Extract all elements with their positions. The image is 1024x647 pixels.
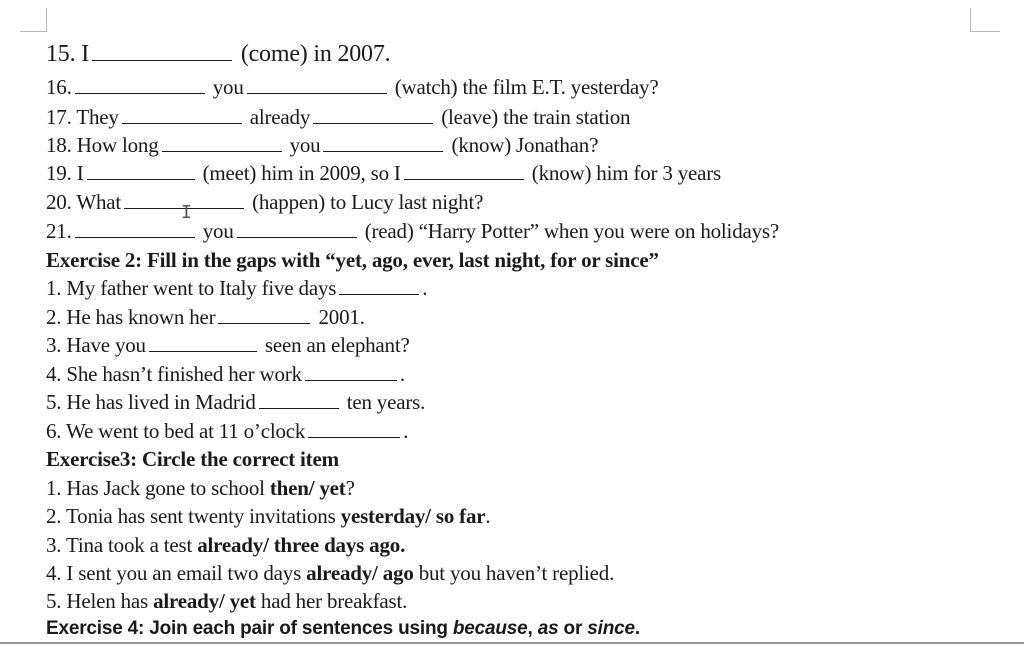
text-cursor-icon: I	[181, 202, 192, 223]
answer-gap[interactable]	[308, 421, 400, 438]
choice-options[interactable]: then/ yet	[269, 476, 346, 500]
answer-gap[interactable]	[404, 163, 524, 180]
exercise-3-item-1: 1. Has Jack gone to school then/ yet?	[46, 476, 355, 500]
exercise-2-item-5: 5. He has lived in Madrid ten years.	[46, 390, 426, 414]
answer-gap[interactable]	[237, 221, 357, 238]
question-19: 19. I (meet) him in 2009, so I (know) him for 3 years	[46, 161, 722, 185]
answer-gap[interactable]	[92, 44, 232, 61]
answer-gap[interactable]	[247, 77, 387, 94]
exercise-3-item-4: 4. I sent you an email two days already/ ago but you haven’t replied.	[46, 561, 615, 585]
question-17: 17. They already (leave) the train station	[46, 105, 631, 129]
exercise-2-item-2: 2. He has known her 2001.	[46, 305, 365, 329]
answer-gap[interactable]	[259, 392, 339, 409]
answer-gap[interactable]	[87, 163, 195, 180]
exercise-2-item-6: 6. We went to bed at 11 o’clock .	[46, 419, 409, 443]
exercise-2-item-1: 1. My father went to Italy five days .	[46, 276, 428, 300]
answer-gap[interactable]	[122, 107, 242, 124]
exercise-2-heading: Exercise 2: Fill in the gaps with “yet, ago, ever, last night, for or since”	[46, 248, 659, 272]
answer-gap[interactable]	[75, 77, 205, 94]
answer-gap[interactable]	[313, 107, 433, 124]
exercise-3-item-3: 3. Tina took a test already/ three days ago.	[46, 533, 406, 557]
answer-gap[interactable]	[149, 335, 257, 352]
choice-options[interactable]: already/ ago	[306, 561, 414, 585]
margin-corner-mark	[970, 31, 1000, 32]
margin-corner-mark	[20, 31, 47, 32]
answer-gap[interactable]	[218, 307, 310, 324]
question-15: 15. I (come) in 2007.	[46, 41, 391, 67]
question-18: 18. How long you (know) Jonathan?	[46, 133, 599, 157]
answer-gap[interactable]	[339, 278, 419, 295]
margin-corner-mark	[970, 8, 971, 32]
exercise-2-item-4: 4. She hasn’t finished her work .	[46, 362, 405, 386]
exercise-3-item-5: 5. Helen has already/ yet had her breakfast.	[46, 589, 408, 613]
page-bottom-rule	[0, 642, 1024, 644]
answer-gap[interactable]	[162, 135, 282, 152]
question-16: 16. you (watch) the film E.T. yesterday?	[46, 75, 659, 99]
answer-gap[interactable]	[323, 135, 443, 152]
margin-corner-mark	[46, 8, 47, 32]
choice-options[interactable]: yesterday/ so far	[340, 504, 486, 528]
exercise-4-heading: Exercise 4: Join each pair of sentences using because, as or since.	[46, 618, 640, 639]
answer-gap[interactable]	[305, 364, 397, 381]
question-21: 21. you (read) “Harry Potter” when you were on holidays?	[46, 219, 780, 243]
exercise-3-item-2: 2. Tonia has sent twenty invitations yesterday/ so far.	[46, 504, 491, 528]
exercise-2-item-3: 3. Have you seen an elephant?	[46, 333, 410, 357]
choice-options[interactable]: already/ yet	[153, 589, 256, 613]
question-20: 20. What (happen) to Lucy last night?	[46, 190, 484, 214]
answer-gap[interactable]	[75, 221, 195, 238]
choice-options[interactable]: already/ three days ago.	[197, 533, 406, 557]
exercise-3-heading: Exercise3: Circle the correct item	[46, 447, 339, 471]
